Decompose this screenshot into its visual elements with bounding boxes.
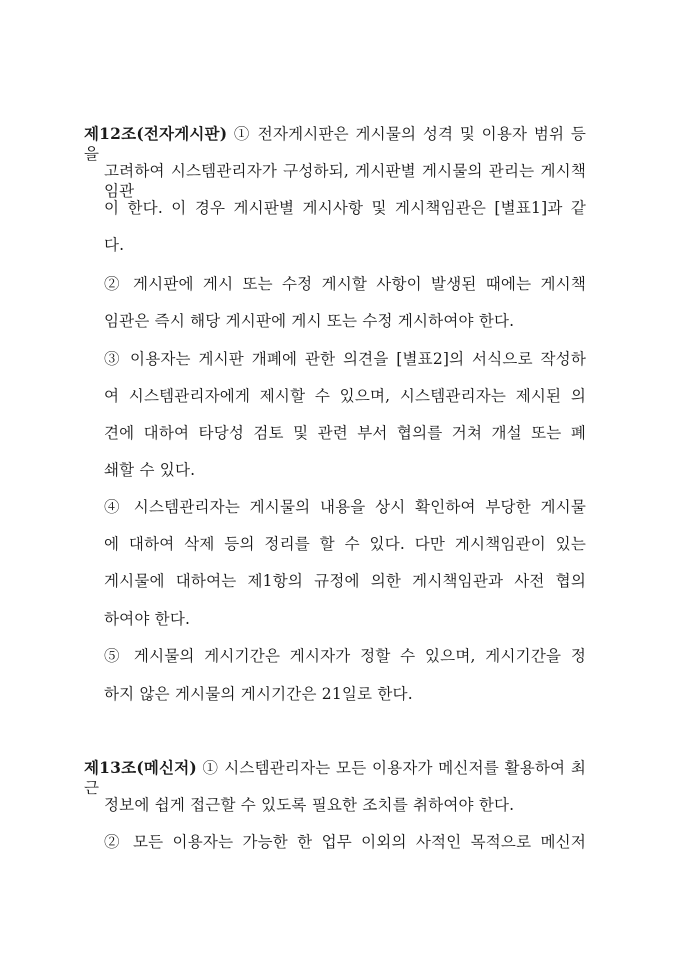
article12-line-1 — [84, 124, 586, 163]
article13-line-1 — [84, 758, 586, 797]
article13-heading: 제13조(메신저) — [84, 758, 197, 777]
article12-para4-line-3: 게시물에 대하여는 제1항의 규정에 의한 게시책임관과 사전 협의 — [104, 572, 586, 590]
article12-para3-line-3: 견에 대하여 타당성 검토 및 관련 부서 협의를 거쳐 개설 또는 폐 — [104, 424, 586, 442]
article13-line-2: 정보에 쉽게 접근할 수 있도록 필요한 조치를 취하여야 한다. — [104, 796, 515, 814]
article12-text-1: ① 전자게시판은 게시물의 성격 및 이용자 범위 등을 — [84, 125, 586, 163]
article12-line-2: 고려하여 시스템관리자가 구성하되, 게시판별 게시물의 관리는 게시책임관 — [104, 162, 586, 200]
article12-para3-line-4: 쇄할 수 있다. — [104, 461, 196, 479]
article12-para3-line-2: 여 시스템관리자에게 제시할 수 있으며, 시스템관리자는 제시된 의 — [104, 387, 586, 405]
article13-text-1: ① 시스템관리자는 모든 이용자가 메신저를 활용하여 최근 — [84, 759, 586, 797]
article12-para4-line-2: 에 대하여 삭제 등의 정리를 할 수 있다. 다만 게시책임관이 있는 — [104, 535, 586, 553]
article12-para4-line-1: ④ 시스템관리자는 게시물의 내용을 상시 확인하여 부당한 게시물 — [104, 498, 586, 516]
article12-para2-line-2: 임관은 즉시 해당 게시판에 게시 또는 수정 게시하여야 한다. — [104, 312, 515, 330]
article12-para4-line-4: 하여야 한다. — [104, 610, 191, 628]
article12-para2-line-1: ② 게시판에 게시 또는 수정 게시할 사항이 발생된 때에는 게시책 — [104, 275, 586, 293]
article12-heading: 제12조(전자게시판) — [84, 124, 228, 143]
article12-para5-line-1: ⑤ 게시물의 게시기간은 게시자가 정할 수 있으며, 게시기간을 정 — [104, 647, 586, 665]
article12-para3-line-1: ③ 이용자는 게시판 개폐에 관한 의견을 [별표2]의 서식으로 작성하 — [104, 350, 586, 368]
article12-line-4: 다. — [104, 236, 125, 254]
article12-para5-line-2: 하지 않은 게시물의 게시기간은 21일로 한다. — [104, 685, 413, 703]
article12-line-3: 이 한다. 이 경우 게시판별 게시사항 및 게시책임관은 [별표1]과 같 — [104, 199, 586, 217]
article13-para2-line-1: ② 모든 이용자는 가능한 한 업무 이외의 사적인 목적으로 메신저 — [104, 833, 586, 851]
